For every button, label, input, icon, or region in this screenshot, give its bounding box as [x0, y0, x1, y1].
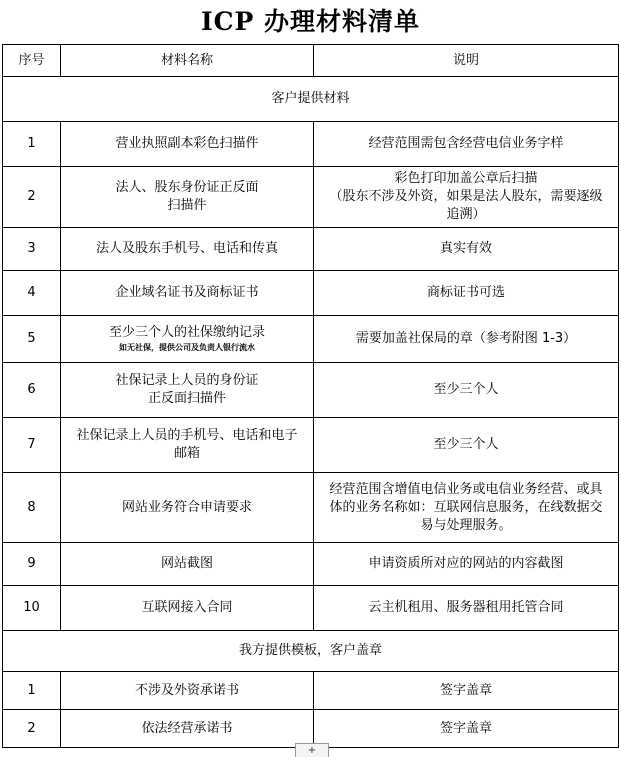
cell-name [61, 473, 314, 543]
section-title-customer: 客户提供材料 [3, 77, 619, 122]
cell-desc: 彩色打印加盖公章后扫描 （股东不涉及外资，如果是法人股东，需要逐级 追溯） [314, 167, 619, 228]
cell-name-text: 企业域名证书及商标证书 [115, 285, 259, 300]
cell-name [61, 586, 314, 631]
cell-seq: 2 [3, 167, 61, 228]
cell-desc: 云主机租用、服务器租用托管合同 [314, 586, 619, 631]
cell-desc: 经营范围需包含经营电信业务字样 [314, 122, 619, 167]
cell-name-text: 社保记录上人员的手机号、电话和电子 邮箱 [76, 428, 298, 461]
cell-name-note: 如无社保，提供公司及负责人银行流水 [119, 343, 255, 352]
cell-name-text: 网站业务符合申请要求 [121, 499, 252, 515]
cell-name-text: 法人及股东手机号、电话和传真 [95, 241, 278, 256]
header-seq: 序号 [3, 45, 61, 77]
table-row [3, 710, 619, 748]
cell-seq: 1 [3, 122, 61, 167]
cell-seq: 2 [3, 710, 61, 748]
cell-name [61, 672, 314, 710]
cell-seq: 5 [3, 316, 61, 363]
cell-name [61, 167, 314, 228]
cell-desc: 签字盖章 [314, 672, 619, 710]
table-row [3, 167, 619, 228]
table-row [3, 316, 619, 363]
cell-seq: 4 [3, 271, 61, 316]
table-body [3, 77, 619, 748]
cell-desc: 商标证书可选 [314, 271, 619, 316]
cell-name [61, 228, 314, 271]
table-row [3, 672, 619, 710]
cell-seq: 7 [3, 418, 61, 473]
cell-name [61, 543, 314, 586]
cell-seq: 3 [3, 228, 61, 271]
cell-name-text: 至少三个人的社保缴纳记录 [108, 325, 265, 340]
section-row-template [3, 631, 619, 672]
cell-name-text: 法人、股东身份证正反面 扫描件 [115, 180, 259, 213]
table-row [3, 122, 619, 167]
cell-desc: 经营范围含增值电信业务或电信业务经营、或具 体的业务名称如：互联网信息服务，在线数据交 易与处理服务。 [314, 473, 619, 543]
cell-name [61, 122, 314, 167]
cell-name-text: 依法经营承诺书 [141, 720, 233, 736]
cell-seq: 1 [3, 672, 61, 710]
table-row [3, 473, 619, 543]
cell-seq: 8 [3, 473, 61, 543]
cell-seq: 9 [3, 543, 61, 586]
table-row [3, 363, 619, 418]
cell-name [61, 710, 314, 748]
table-row [3, 586, 619, 631]
header-name: 材料名称 [61, 45, 314, 77]
cell-desc: 签字盖章 [314, 710, 619, 748]
cell-name-text: 营业执照副本彩色扫描件 [115, 136, 259, 151]
cell-desc: 至少三个人 [314, 363, 619, 418]
cell-seq: 6 [3, 363, 61, 418]
page-title: ICP 办理材料清单 [200, 7, 421, 36]
table-row [3, 543, 619, 586]
cell-name [61, 316, 314, 363]
table-row [3, 271, 619, 316]
cell-seq: 10 [3, 586, 61, 631]
header-desc: 说明 [314, 45, 619, 77]
section-title-template: 我方提供模板，客户盖章 [3, 631, 619, 672]
cell-name-text: 社保记录上人员的身份证 正反面扫描件 [115, 373, 259, 406]
cell-name-text: 网站截图 [160, 556, 213, 571]
cell-name [61, 271, 314, 316]
table-row [3, 228, 619, 271]
cell-name-text: 互联网接入合同 [141, 600, 233, 615]
cell-name [61, 418, 314, 473]
cell-name-text: 不涉及外资承诺书 [134, 682, 239, 698]
add-sheet-tab[interactable]: + [295, 743, 329, 757]
section-row-customer [3, 77, 619, 122]
cell-name [61, 363, 314, 418]
cell-desc: 至少三个人 [314, 418, 619, 473]
cell-desc: 真实有效 [314, 228, 619, 271]
table-row [3, 418, 619, 473]
table-header-row [3, 45, 619, 77]
cell-desc: 申请资质所对应的网站的内容截图 [314, 543, 619, 586]
materials-table [2, 44, 619, 748]
cell-desc: 需要加盖社保局的章（参考附图 1-3） [314, 316, 619, 363]
